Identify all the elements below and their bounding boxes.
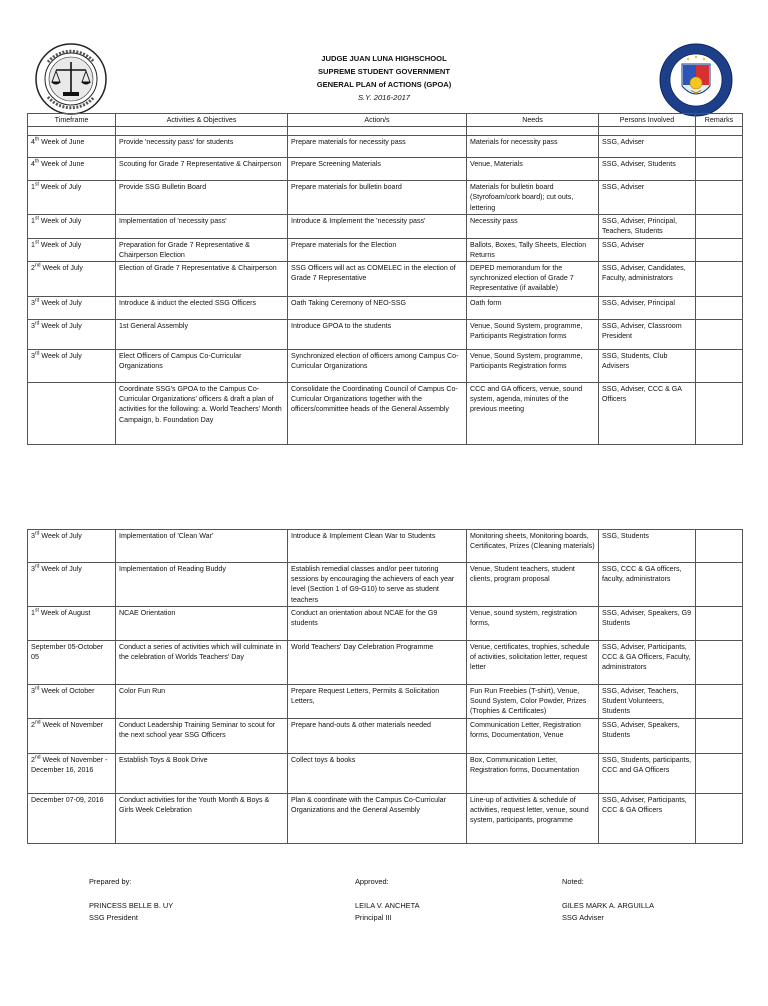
table-row [28, 297, 743, 320]
timeframe-text: Week of July [39, 532, 82, 540]
timeframe-text: Week of July [39, 299, 82, 308]
timeframe-cell [28, 685, 116, 719]
remarks-cell [696, 262, 743, 297]
empty-cell [696, 127, 743, 136]
table-row [28, 383, 743, 445]
table-row [28, 563, 743, 607]
empty-cell [599, 127, 696, 136]
remarks-cell [696, 607, 743, 641]
actions-cell: Synchronized election of officers among Campus Co-Curricular Organizations [288, 350, 467, 383]
col-header-persons: Persons Involved [599, 114, 696, 127]
timeframe-ordinal: st [34, 181, 39, 188]
table-row [28, 238, 743, 261]
timeframe-number: 2 [31, 755, 35, 764]
activities-cell: Preparation for Grade 7 Representative & Chairperson Election [116, 238, 288, 261]
col-header-remarks: Remarks [696, 114, 743, 127]
timeframe-text: Week of July [38, 183, 82, 192]
timeframe-number: 4 [31, 138, 35, 147]
table-header-row [28, 114, 743, 127]
timeframe-text: Week of November - December 16, 2016 [31, 755, 108, 774]
organization-name: SUPREME STUDENT GOVERNMENT [317, 67, 451, 76]
activities-cell: Implementation of 'necessity pass' [116, 215, 288, 238]
noted-by-label: Noted: [562, 877, 584, 886]
persons-cell: SSG, Students, participants, CCC and GA Officers [599, 753, 696, 793]
activities-cell: Elect Officers of Campus Co-Curricular Organizations [116, 350, 288, 383]
table-row [28, 350, 743, 383]
timeframe-cell [28, 262, 116, 297]
gpoa-table-page-1 [27, 113, 743, 445]
timeframe-ordinal: th [34, 136, 40, 143]
approved-by-title: Principal III [355, 913, 392, 922]
timeframe-text: Week of July [39, 322, 82, 331]
persons-cell: SSG, Students, Club Advisers [599, 350, 696, 383]
timeframe-number: 3 [31, 322, 35, 331]
activities-cell: Conduct a series of activities which will culminate in the celebration of Worlds Teachers' Day [116, 641, 288, 685]
remarks-cell [696, 158, 743, 181]
blank-spacer-row [28, 127, 743, 136]
activities-cell: Conduct Leadership Training Seminar to scout for the next school year SSG Officers [116, 718, 288, 753]
timeframe-text: September 05-October 05 [31, 643, 104, 662]
timeframe-ordinal: rd [34, 530, 40, 537]
timeframe-ordinal: rd [34, 297, 40, 304]
needs-cell: Communication Letter, Registration forms, Documentation, Venue [467, 718, 599, 753]
remarks-cell [696, 530, 743, 563]
remarks-cell [696, 238, 743, 261]
actions-cell: Introduce & Implement Clean War to Students [288, 530, 467, 563]
empty-cell [467, 127, 599, 136]
timeframe-cell [28, 238, 116, 261]
table-row [28, 641, 743, 685]
persons-cell: SSG, Adviser [599, 136, 696, 158]
activities-cell: Coordinate SSG's GPOA to the Campus Co-Curricular Organizations' officers & draft a plan of activities for the following: a. World Teachers' Month Campaign, b. Foundation Day [116, 383, 288, 445]
activities-cell: Provide 'necessity pass' for students [116, 136, 288, 158]
activities-cell: Color Fun Run [116, 685, 288, 719]
actions-cell: World Teachers' Day Celebration Programme [288, 641, 467, 685]
activities-cell: Election of Grade 7 Representative & Chairperson [116, 262, 288, 297]
timeframe-number: 3 [31, 532, 35, 540]
timeframe-cell [28, 718, 116, 753]
needs-cell: Materials for necessity pass [467, 136, 599, 158]
persons-cell: SSG, Adviser, Candidates, Faculty, administrators [599, 262, 696, 297]
needs-cell: Monitoring sheets, Monitoring boards, Certificates, Prizes (Cleaning materials) [467, 530, 599, 563]
remarks-cell [696, 641, 743, 685]
actions-cell: Plan & coordinate with the Campus Co-Curricular Organizations and the General Assembly [288, 793, 467, 843]
needs-cell: Necessity pass [467, 215, 599, 238]
actions-cell: Introduce & Implement the 'necessity pass' [288, 215, 467, 238]
timeframe-cell [28, 350, 116, 383]
timeframe-cell [28, 215, 116, 238]
document-title: GENERAL PLAN of ACTIONS (GPOA) [316, 80, 452, 89]
timeframe-number: 2 [31, 264, 35, 273]
prepared-by-title: SSG President [89, 913, 138, 922]
needs-cell: Venue, Sound System, programme, Participants Registration forms [467, 320, 599, 350]
remarks-cell [696, 793, 743, 843]
timeframe-ordinal: rd [34, 320, 40, 327]
timeframe-cell [28, 383, 116, 445]
timeframe-cell [28, 563, 116, 607]
needs-cell: Venue, Sound System, programme, Participants Registration forms [467, 350, 599, 383]
actions-cell: Prepare materials for the Election [288, 238, 467, 261]
col-header-activities: Activities & Objectives [116, 114, 288, 127]
timeframe-number: 2 [31, 720, 35, 729]
timeframe-text: Week of August [38, 609, 91, 617]
needs-cell: Fun Run Freebies (T-shirt), Venue, Sound System, Color Powder, Prizes (Trophies & Certificates) [467, 685, 599, 719]
actions-cell: Prepare Request Letters, Permits & Solicitation Letters, [288, 685, 467, 719]
remarks-cell [696, 215, 743, 238]
persons-cell: SSG, Adviser, Principal, Teachers, Students [599, 215, 696, 238]
col-header-actions: Action/s [288, 114, 467, 127]
document-header [0, 52, 768, 104]
timeframe-ordinal: rd [34, 685, 40, 692]
school-year: S.Y. 2016-2017 [357, 93, 411, 102]
timeframe-cell [28, 641, 116, 685]
timeframe-text: Week of July [39, 565, 82, 573]
activities-cell: 1st General Assembly [116, 320, 288, 350]
needs-cell: DEPED memorandum for the synchronized election of Grade 7 Representative (if available) [467, 262, 599, 297]
persons-cell: SSG, Adviser, Classroom President [599, 320, 696, 350]
actions-cell: Prepare hand-outs & other materials needed [288, 718, 467, 753]
needs-cell: Venue, Student teachers, student clients, program proposal [467, 563, 599, 607]
actions-cell: Prepare materials for bulletin board [288, 181, 467, 215]
timeframe-text: Week of July [38, 240, 82, 249]
timeframe-cell [28, 320, 116, 350]
prepared-by-name: PRINCESS BELLE B. UY [89, 901, 174, 910]
remarks-cell [696, 136, 743, 158]
timeframe-text: December 07-09, 2016 [31, 795, 104, 804]
table-row [28, 718, 743, 753]
timeframe-text: Week of November [40, 720, 104, 729]
activities-cell: Conduct activities for the Youth Month & Boys & Girls Week Celebration [116, 793, 288, 843]
actions-cell: Conduct an orientation about NCAE for the G9 students [288, 607, 467, 641]
actions-cell: Prepare Screening Materials [288, 158, 467, 181]
table-row [28, 262, 743, 297]
timeframe-text: Week of June [39, 138, 85, 147]
empty-cell [28, 127, 116, 136]
persons-cell: SSG, Adviser, Principal [599, 297, 696, 320]
empty-cell [116, 127, 288, 136]
remarks-cell [696, 181, 743, 215]
timeframe-number: 3 [31, 352, 35, 361]
needs-cell: Line-up of activities & schedule of activities, request letter, venue, sound system, participants, programme [467, 793, 599, 843]
timeframe-ordinal: st [34, 239, 39, 246]
remarks-cell [696, 685, 743, 719]
needs-cell: Venue, Materials [467, 158, 599, 181]
needs-cell: Ballots, Boxes, Tally Sheets, Election Returns [467, 238, 599, 261]
persons-cell: SSG, Adviser, Teachers, Student Volunteers, Students [599, 685, 696, 719]
activities-cell: Implementation of 'Clean War' [116, 530, 288, 563]
timeframe-number: 1 [31, 240, 35, 249]
timeframe-number: 3 [31, 565, 35, 573]
table-row [28, 793, 743, 843]
remarks-cell [696, 753, 743, 793]
timeframe-text: Week of October [39, 687, 95, 695]
actions-cell: Establish remedial classes and/or peer tutoring sessions by encouraging the achievers of each year level (Section 1 of G9-G10) to serve as student teachers [288, 563, 467, 607]
table-row [28, 136, 743, 158]
activities-cell: Implementation of Reading Buddy [116, 563, 288, 607]
noted-by-name: GILES MARK A. ARGUILLA [562, 901, 655, 910]
needs-cell: CCC and GA officers, venue, sound system, agenda, minutes of the previous meeting [467, 383, 599, 445]
approved-by-block [355, 876, 420, 924]
actions-cell: SSG Officers will act as COMELEC in the election of Grade 7 Representative [288, 262, 467, 297]
timeframe-cell [28, 607, 116, 641]
remarks-cell [696, 350, 743, 383]
needs-cell: Box, Communication Letter, Registration forms, Documentation [467, 753, 599, 793]
timeframe-cell [28, 181, 116, 215]
gpoa-table-page-2 [27, 529, 743, 844]
timeframe-cell [28, 530, 116, 563]
activities-cell: NCAE Orientation [116, 607, 288, 641]
noted-by-title: SSG Adviser [562, 913, 604, 922]
persons-cell: SSG, CCC & GA officers, faculty, administrators [599, 563, 696, 607]
table-row [28, 320, 743, 350]
persons-cell: SSG, Students [599, 530, 696, 563]
needs-cell: Venue, certificates, trophies, schedule of activities, solicitation letter, request letter [467, 641, 599, 685]
activities-cell: Establish Toys & Book Drive [116, 753, 288, 793]
table-row [28, 530, 743, 563]
persons-cell: SSG, Adviser [599, 238, 696, 261]
remarks-cell [696, 718, 743, 753]
timeframe-ordinal: rd [34, 563, 40, 570]
timeframe-number: 3 [31, 687, 35, 695]
timeframe-cell [28, 297, 116, 320]
timeframe-number: 1 [31, 183, 35, 192]
timeframe-cell [28, 793, 116, 843]
timeframe-ordinal: nd [34, 719, 41, 726]
persons-cell: SSG, Adviser, CCC & GA Officers [599, 383, 696, 445]
timeframe-ordinal: th [34, 158, 40, 165]
table-row [28, 158, 743, 181]
col-header-needs: Needs [467, 114, 599, 127]
remarks-cell [696, 563, 743, 607]
actions-cell: Oath Taking Ceremony of NEO-SSG [288, 297, 467, 320]
timeframe-cell [28, 136, 116, 158]
persons-cell: SSG, Adviser, Participants, CCC & GA Officers, Faculty, administrators [599, 641, 696, 685]
actions-cell: Prepare materials for necessity pass [288, 136, 467, 158]
actions-cell: Consolidate the Coordinating Council of Campus Co-Curricular Organizations together with the officers/committee heads of the General Assembly [288, 383, 467, 445]
needs-cell: Venue, sound system, registration forms, [467, 607, 599, 641]
table-row [28, 753, 743, 793]
noted-by-block [562, 876, 654, 924]
timeframe-text: Week of June [39, 160, 85, 169]
approved-by-label: Approved: [355, 877, 389, 886]
timeframe-ordinal: nd [34, 754, 41, 761]
empty-cell [288, 127, 467, 136]
activities-cell: Provide SSG Bulletin Board [116, 181, 288, 215]
timeframe-ordinal: st [34, 607, 39, 614]
activities-cell: Introduce & induct the elected SSG Officers [116, 297, 288, 320]
actions-cell: Collect toys & books [288, 753, 467, 793]
timeframe-ordinal: rd [34, 350, 40, 357]
table-row [28, 685, 743, 719]
timeframe-ordinal: nd [34, 262, 41, 269]
timeframe-number: 1 [31, 609, 35, 617]
timeframe-ordinal: st [34, 215, 39, 222]
school-name: JUDGE JUAN LUNA HIGHSCHOOL [321, 54, 447, 63]
prepared-by-label: Prepared by: [89, 877, 132, 886]
timeframe-text: Week of July [38, 217, 82, 226]
persons-cell: SSG, Adviser, Speakers, G9 Students [599, 607, 696, 641]
persons-cell: SSG, Adviser, Students [599, 158, 696, 181]
table-row [28, 181, 743, 215]
prepared-by-block [89, 876, 173, 924]
timeframe-cell [28, 753, 116, 793]
table-row [28, 607, 743, 641]
timeframe-text: Week of July [40, 264, 83, 273]
approved-by-name: LEILA V. ANCHETA [355, 901, 420, 910]
actions-cell: Introduce GPOA to the students [288, 320, 467, 350]
timeframe-cell [28, 158, 116, 181]
timeframe-number: 3 [31, 299, 35, 308]
timeframe-number: 4 [31, 160, 35, 169]
activities-cell: Scouting for Grade 7 Representative & Chairperson [116, 158, 288, 181]
timeframe-text: Week of July [39, 352, 82, 361]
needs-cell: Materials for bulletin board (Styrofoam/cork board); cut outs, lettering [467, 181, 599, 215]
remarks-cell [696, 320, 743, 350]
persons-cell: SSG, Adviser, Speakers, Students [599, 718, 696, 753]
remarks-cell [696, 297, 743, 320]
persons-cell: SSG, Adviser, Participants, CCC & GA Officers [599, 793, 696, 843]
needs-cell: Oath form [467, 297, 599, 320]
timeframe-number: 1 [31, 217, 35, 226]
remarks-cell [696, 383, 743, 445]
table-row [28, 215, 743, 238]
persons-cell: SSG, Adviser [599, 181, 696, 215]
col-header-timeframe: Timeframe [28, 114, 116, 127]
